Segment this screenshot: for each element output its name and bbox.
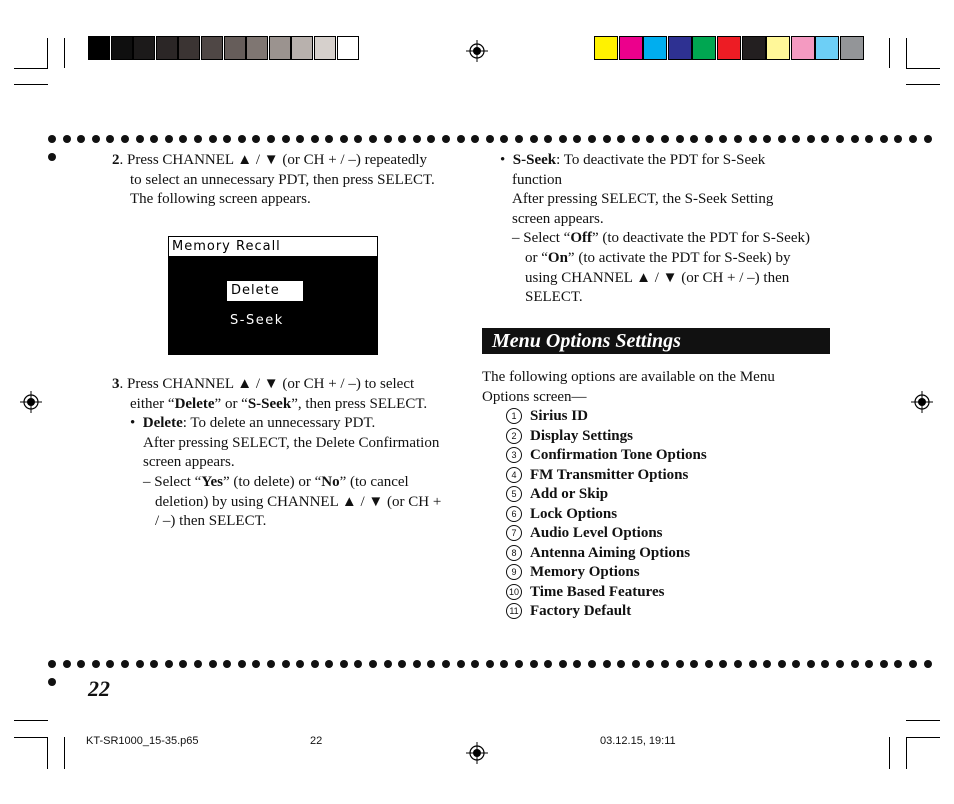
dot bbox=[865, 135, 873, 143]
color-swatch bbox=[717, 36, 741, 60]
color-swatch bbox=[88, 36, 110, 60]
circled-number: 3 bbox=[506, 447, 522, 463]
text: ” (to activate the PDT for S-Seek) by bbox=[567, 249, 791, 266]
option-label: Add or Skip bbox=[530, 486, 609, 502]
dot bbox=[676, 135, 684, 143]
dot bbox=[749, 660, 757, 668]
sseek-section bbox=[500, 151, 840, 308]
dot bbox=[48, 135, 56, 143]
dot bbox=[880, 135, 888, 143]
dot bbox=[311, 660, 319, 668]
dot bbox=[851, 660, 859, 668]
dot bbox=[179, 660, 187, 668]
dot bbox=[763, 660, 771, 668]
dot bbox=[807, 660, 815, 668]
option-label: Sirius ID bbox=[530, 408, 588, 424]
dot bbox=[559, 135, 567, 143]
dot bbox=[369, 660, 377, 668]
option-item bbox=[506, 407, 588, 427]
dot bbox=[442, 660, 450, 668]
memory-recall-screen bbox=[168, 236, 378, 355]
dot bbox=[238, 135, 246, 143]
color-swatch bbox=[269, 36, 291, 60]
text: ” (to delete) or “ bbox=[222, 473, 322, 490]
crop-mark bbox=[906, 737, 907, 769]
crop-mark bbox=[906, 737, 940, 738]
crop-mark bbox=[889, 38, 890, 68]
dot bbox=[442, 135, 450, 143]
dot bbox=[121, 135, 129, 143]
color-swatch bbox=[791, 36, 815, 60]
option-label: FM Transmitter Options bbox=[530, 466, 689, 483]
dot bbox=[238, 660, 246, 668]
crop-mark bbox=[47, 737, 48, 769]
dot bbox=[398, 660, 406, 668]
option-label: Audio Level Options bbox=[530, 525, 663, 541]
dot bbox=[924, 660, 932, 668]
color-swatch bbox=[111, 36, 133, 60]
text: or “ bbox=[525, 249, 548, 266]
color-swatch bbox=[668, 36, 692, 60]
option-label: Lock Options bbox=[530, 505, 618, 522]
bold-text: S-Seek bbox=[512, 152, 557, 168]
dot bbox=[836, 660, 844, 668]
dot bbox=[894, 135, 902, 143]
bold-text: S-Seek bbox=[247, 395, 292, 412]
bullet-icon: • bbox=[130, 415, 143, 432]
dot bbox=[646, 135, 654, 143]
dot bbox=[354, 135, 362, 143]
text: ” (to cancel bbox=[339, 473, 409, 490]
option-label: Memory Options bbox=[530, 564, 640, 580]
dot bbox=[179, 135, 187, 143]
dot bbox=[544, 660, 552, 668]
dot bbox=[880, 660, 888, 668]
circled-number: 4 bbox=[506, 467, 522, 483]
color-swatch bbox=[766, 36, 790, 60]
crop-mark bbox=[64, 737, 65, 769]
color-swatch bbox=[201, 36, 223, 60]
circled-number: 5 bbox=[506, 486, 522, 502]
text: SELECT. bbox=[525, 289, 583, 306]
dot bbox=[676, 660, 684, 668]
crop-mark bbox=[906, 84, 940, 85]
dot bbox=[223, 135, 231, 143]
text: ” or “ bbox=[214, 395, 248, 412]
step-text: to select an unnecessary PDT, then press SELECT. bbox=[130, 171, 435, 188]
text: screen appears. bbox=[512, 210, 604, 227]
dot bbox=[544, 135, 552, 143]
option-item bbox=[506, 583, 664, 603]
dot bbox=[632, 660, 640, 668]
registration-mark-icon bbox=[466, 742, 488, 764]
option-item bbox=[506, 466, 688, 486]
dot bbox=[340, 135, 348, 143]
color-swatch bbox=[840, 36, 864, 60]
dot bbox=[92, 660, 100, 668]
dot bbox=[427, 135, 435, 143]
option-item bbox=[506, 563, 640, 583]
dot bbox=[296, 660, 304, 668]
text: After pressing SELECT, the S-Seek Setting bbox=[512, 191, 774, 208]
dot bbox=[909, 660, 917, 668]
dot bbox=[559, 660, 567, 668]
dot bbox=[92, 135, 100, 143]
section-heading: Menu Options Settings bbox=[482, 328, 830, 354]
crop-mark bbox=[906, 38, 907, 68]
dot bbox=[267, 660, 275, 668]
dot bbox=[500, 660, 508, 668]
dot bbox=[661, 135, 669, 143]
circled-number: 11 bbox=[506, 603, 522, 619]
dot bbox=[778, 135, 786, 143]
dot bbox=[121, 660, 129, 668]
dotted-rule bbox=[48, 135, 952, 143]
dot bbox=[515, 135, 523, 143]
registration-mark-icon bbox=[466, 40, 488, 62]
bold-text: On bbox=[547, 249, 568, 266]
dot bbox=[588, 660, 596, 668]
dot bbox=[530, 660, 538, 668]
dot bbox=[792, 660, 800, 668]
option-item bbox=[506, 446, 707, 466]
dot bbox=[413, 135, 421, 143]
text: : To delete an unnecessary PDT. bbox=[182, 415, 376, 432]
dot bbox=[150, 660, 158, 668]
color-swatch bbox=[742, 36, 766, 60]
dot bbox=[77, 135, 85, 143]
dot bbox=[340, 660, 348, 668]
text: function bbox=[512, 171, 562, 188]
circled-number: 6 bbox=[506, 506, 522, 522]
color-swatch bbox=[133, 36, 155, 60]
dot bbox=[851, 135, 859, 143]
screen-option-sseek: S-Seek bbox=[230, 313, 284, 328]
dot bbox=[136, 660, 144, 668]
dot bbox=[486, 660, 494, 668]
dot bbox=[807, 135, 815, 143]
dot bbox=[106, 135, 114, 143]
option-item bbox=[506, 505, 617, 525]
circled-number: 7 bbox=[506, 525, 522, 541]
dot bbox=[165, 660, 173, 668]
crop-mark bbox=[906, 720, 940, 721]
step-number: 3 bbox=[112, 376, 120, 392]
dot bbox=[778, 660, 786, 668]
bold-text: Delete bbox=[174, 395, 215, 412]
dot bbox=[749, 135, 757, 143]
dot bbox=[632, 135, 640, 143]
option-item bbox=[506, 544, 690, 564]
color-swatch bbox=[246, 36, 268, 60]
dot bbox=[150, 135, 158, 143]
screen-title: Memory Recall bbox=[169, 237, 377, 256]
option-label: Factory Default bbox=[530, 603, 632, 619]
footer-page: 22 bbox=[310, 735, 323, 747]
dot bbox=[471, 660, 479, 668]
color-swatch bbox=[337, 36, 359, 60]
color-swatch bbox=[156, 36, 178, 60]
dot bbox=[194, 660, 202, 668]
color-swatch bbox=[178, 36, 200, 60]
dot bbox=[924, 135, 932, 143]
color-swatch bbox=[314, 36, 336, 60]
dot bbox=[617, 660, 625, 668]
dot bbox=[311, 135, 319, 143]
crop-mark bbox=[14, 720, 48, 721]
crop-mark bbox=[906, 68, 940, 69]
text: Options screen— bbox=[482, 388, 587, 405]
text: ” (to deactivate the PDT for S-Seek) bbox=[591, 230, 810, 247]
dot bbox=[457, 660, 465, 668]
dot bbox=[209, 660, 217, 668]
crop-mark bbox=[889, 737, 890, 769]
dot bbox=[413, 660, 421, 668]
dot bbox=[471, 135, 479, 143]
footer-date: 03.12.15, 19:11 bbox=[600, 735, 676, 747]
color-swatch bbox=[643, 36, 667, 60]
text: / –) then SELECT. bbox=[155, 513, 267, 530]
color-swatch bbox=[594, 36, 618, 60]
crop-mark bbox=[64, 38, 65, 68]
dot bbox=[603, 660, 611, 668]
circled-number: 10 bbox=[506, 584, 522, 600]
dot bbox=[252, 135, 260, 143]
dot bbox=[734, 660, 742, 668]
bullet-icon: • bbox=[500, 152, 513, 168]
text: either “ bbox=[130, 395, 175, 412]
bold-text: Delete bbox=[142, 415, 183, 432]
dot bbox=[63, 660, 71, 668]
dot bbox=[48, 678, 56, 686]
step-number: 2 bbox=[112, 152, 120, 168]
dot bbox=[734, 135, 742, 143]
dot bbox=[530, 135, 538, 143]
step-text: . Press CHANNEL ▲ / ▼ (or CH + / –) to select bbox=[119, 376, 415, 392]
bold-text: Off bbox=[570, 230, 592, 247]
dot bbox=[646, 660, 654, 668]
dot bbox=[267, 135, 275, 143]
dot bbox=[282, 660, 290, 668]
dot bbox=[909, 135, 917, 143]
dot bbox=[705, 135, 713, 143]
dot bbox=[690, 660, 698, 668]
text: – Select “ bbox=[512, 230, 571, 247]
dot bbox=[865, 660, 873, 668]
step-2 bbox=[112, 151, 472, 210]
bold-text: No bbox=[321, 473, 340, 490]
dot bbox=[354, 660, 362, 668]
circled-number: 2 bbox=[506, 428, 522, 444]
dot bbox=[500, 135, 508, 143]
dot bbox=[588, 135, 596, 143]
dot bbox=[836, 135, 844, 143]
registration-mark-icon bbox=[20, 391, 42, 413]
dot bbox=[48, 660, 56, 668]
color-swatch bbox=[619, 36, 643, 60]
dot bbox=[194, 135, 202, 143]
dot bbox=[661, 660, 669, 668]
option-label: Display Settings bbox=[530, 427, 633, 444]
dot bbox=[77, 660, 85, 668]
dot bbox=[427, 660, 435, 668]
crop-mark bbox=[14, 737, 48, 738]
color-swatch bbox=[692, 36, 716, 60]
circled-number: 1 bbox=[506, 408, 522, 424]
page-number: 22 bbox=[88, 676, 110, 701]
dot bbox=[136, 135, 144, 143]
dot bbox=[398, 135, 406, 143]
menu-intro bbox=[482, 368, 832, 407]
dot bbox=[690, 135, 698, 143]
dot bbox=[603, 135, 611, 143]
option-item bbox=[506, 524, 663, 544]
option-label: Confirmation Tone Options bbox=[530, 447, 707, 463]
dot bbox=[719, 660, 727, 668]
dot bbox=[165, 135, 173, 143]
text: – Select “ bbox=[143, 473, 202, 490]
dot bbox=[252, 660, 260, 668]
dot bbox=[457, 135, 465, 143]
dot bbox=[573, 660, 581, 668]
option-item bbox=[506, 427, 633, 447]
step-text: . Press CHANNEL ▲ / ▼ (or CH + / –) repeatedly bbox=[119, 152, 428, 168]
option-item bbox=[506, 485, 608, 505]
bold-text: Yes bbox=[201, 473, 223, 490]
option-label: Antenna Aiming Options bbox=[530, 544, 691, 561]
text: After pressing SELECT, the Delete Confirmation bbox=[143, 434, 440, 451]
text: : To deactivate the PDT for S-Seek bbox=[556, 152, 766, 168]
dot bbox=[705, 660, 713, 668]
dot bbox=[48, 153, 56, 161]
dot bbox=[209, 135, 217, 143]
dot bbox=[325, 660, 333, 668]
dot bbox=[821, 135, 829, 143]
color-swatch bbox=[291, 36, 313, 60]
footer-filename: KT-SR1000_15-35.p65 bbox=[86, 735, 199, 747]
dot bbox=[763, 135, 771, 143]
dot bbox=[106, 660, 114, 668]
dot bbox=[384, 135, 392, 143]
circled-number: 9 bbox=[506, 564, 522, 580]
dot bbox=[296, 135, 304, 143]
option-item bbox=[506, 602, 631, 622]
dot bbox=[63, 135, 71, 143]
circled-number: 8 bbox=[506, 545, 522, 561]
dot bbox=[325, 135, 333, 143]
dot bbox=[486, 135, 494, 143]
dotted-rule bbox=[48, 660, 952, 668]
option-label: Time Based Features bbox=[530, 583, 665, 600]
dot bbox=[384, 660, 392, 668]
text: ”, then press SELECT. bbox=[291, 395, 428, 412]
dot bbox=[369, 135, 377, 143]
step-text: The following screen appears. bbox=[130, 191, 311, 208]
text: using CHANNEL ▲ / ▼ (or CH + / –) then bbox=[525, 269, 790, 286]
dot bbox=[821, 660, 829, 668]
dot bbox=[515, 660, 523, 668]
color-swatch bbox=[224, 36, 246, 60]
dot bbox=[894, 660, 902, 668]
step-3 bbox=[112, 375, 472, 532]
screen-option-delete: Delete bbox=[227, 281, 303, 301]
dot bbox=[792, 135, 800, 143]
crop-mark bbox=[14, 84, 48, 85]
registration-mark-icon bbox=[911, 391, 933, 413]
text: screen appears. bbox=[143, 454, 235, 471]
crop-mark bbox=[47, 38, 48, 68]
dot bbox=[617, 135, 625, 143]
dot bbox=[719, 135, 727, 143]
crop-mark bbox=[14, 68, 48, 69]
color-swatch bbox=[815, 36, 839, 60]
dot bbox=[223, 660, 231, 668]
dot bbox=[573, 135, 581, 143]
text: deletion) by using CHANNEL ▲ / ▼ (or CH + bbox=[155, 493, 442, 510]
dot bbox=[282, 135, 290, 143]
text: The following options are available on the Menu bbox=[482, 369, 775, 385]
